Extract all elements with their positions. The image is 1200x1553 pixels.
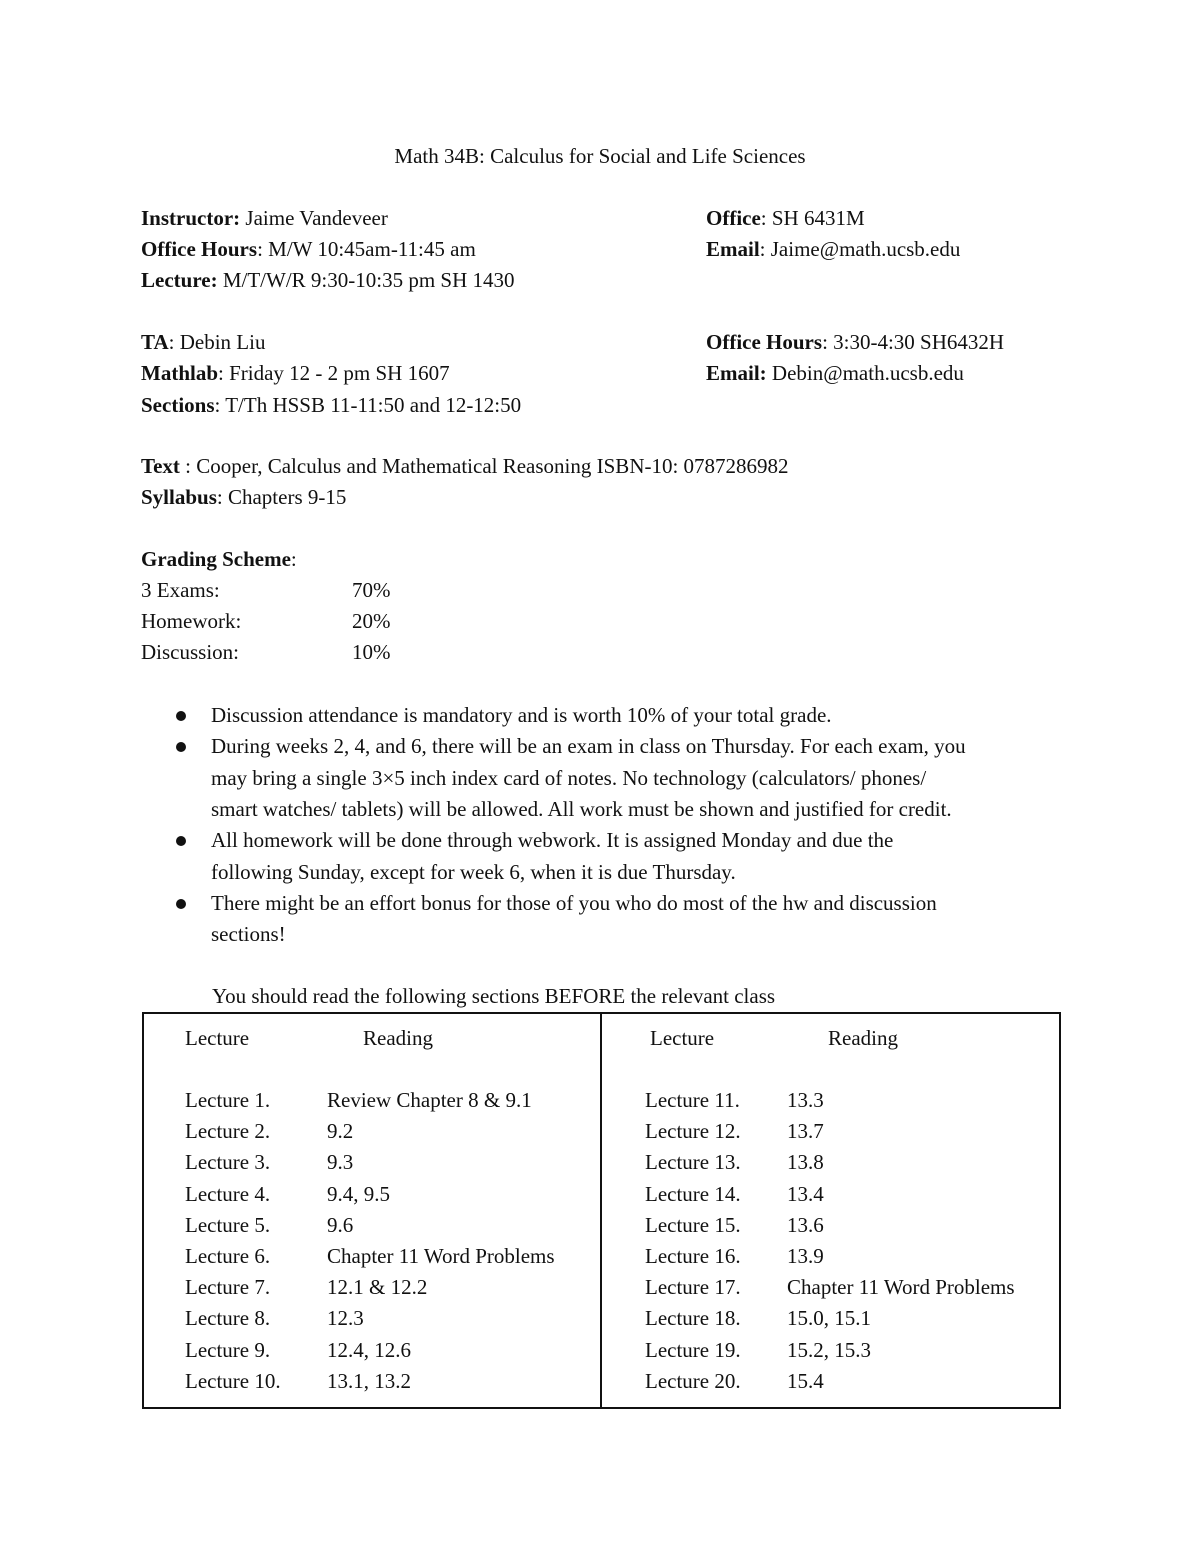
bullet-icon (176, 836, 186, 846)
value: : Friday 12 - 2 pm SH 1607 (218, 361, 450, 385)
row-lecture: Lecture 6. (185, 1244, 271, 1268)
grading-item-name: Homework: (141, 609, 242, 633)
ta-line (141, 327, 265, 358)
sections-line (141, 390, 521, 421)
row-lecture: Lecture 1. (185, 1088, 271, 1112)
ta-email-line (706, 358, 964, 389)
lecture-line (141, 265, 515, 296)
label: Grading Scheme (141, 547, 291, 571)
instructor-office-line (706, 203, 865, 234)
ta-hours-line (706, 327, 1004, 358)
bullet-icon (176, 899, 186, 909)
label: TA (141, 330, 169, 354)
label: Syllabus (141, 485, 217, 509)
row-lecture: Lecture 18. (645, 1306, 741, 1331)
grading-item-name: Discussion: (141, 640, 240, 664)
instructor-hours-line (141, 234, 476, 265)
row-reading: Review Chapter 8 & 9.1 (327, 1088, 532, 1112)
grading-heading (141, 544, 297, 575)
bullet-text: following Sunday, except for week 6, when it is due Thursday. (211, 859, 736, 884)
row-reading: 9.6 (327, 1212, 354, 1237)
row-reading: Chapter 11 Word Problems (327, 1244, 555, 1268)
row-reading: 13.1, 13.2 (327, 1368, 411, 1393)
row-reading: 9.3 (327, 1150, 354, 1175)
bullet-text: may bring a single 3×5 inch index card of notes. No technology (calculators/ phones/ (211, 765, 927, 790)
value: Debin@math.ucsb.edu (766, 361, 964, 385)
row-reading: 13.6 (787, 1212, 824, 1237)
label: Email: (706, 361, 767, 385)
row-reading: 15.0, 15.1 (787, 1306, 871, 1331)
label: Lecture: (141, 268, 218, 292)
value: : T/Th HSSB 11-11:50 and 12-12:50 (214, 393, 522, 417)
row-lecture: Lecture 4. (185, 1181, 271, 1206)
row-reading: 13.4 (787, 1181, 824, 1206)
value: : M/W 10:45am-11:45 am (257, 237, 476, 261)
value: : 3:30-4:30 SH6432H (822, 330, 1005, 354)
bullet-icon (176, 711, 186, 721)
syllabus-line (141, 482, 346, 513)
row-lecture: Lecture 16. (645, 1244, 741, 1268)
bullet-text: During weeks 2, 4, and 6, there will be an exam in class on Thursday. For each exam, you (211, 734, 966, 759)
row-reading: 15.4 (787, 1368, 824, 1393)
label: Sections (141, 393, 215, 417)
header-reading: Reading (828, 1026, 898, 1050)
bullet-text: Discussion attendance is mandatory and is worth 10% of your total grade. (211, 703, 832, 727)
instructor-email-line (706, 234, 960, 265)
row-reading: 13.3 (787, 1088, 824, 1112)
bullet-icon (176, 742, 186, 752)
bullet-text: smart watches/ tablets) will be allowed. All work must be shown and justified for credit. (211, 796, 952, 821)
row-lecture: Lecture 3. (185, 1150, 271, 1175)
reading-intro: You should read the following sections BEFORE the relevant class (212, 984, 776, 1008)
label: Office (706, 206, 761, 230)
row-lecture: Lecture 13. (645, 1150, 741, 1175)
value: : Jaime@math.ucsb.edu (759, 237, 961, 261)
row-lecture: Lecture 9. (185, 1337, 271, 1362)
value: : SH 6431M (760, 206, 865, 230)
row-reading: 9.4, 9.5 (327, 1181, 390, 1206)
table-divider (600, 1012, 602, 1409)
row-lecture: Lecture 7. (185, 1275, 271, 1300)
instructor-line (141, 203, 388, 234)
label: Instructor: (141, 206, 241, 230)
label: Email (706, 237, 760, 261)
row-reading: 13.8 (787, 1150, 824, 1175)
bullet-text: There might be an effort bonus for those of you who do most of the hw and discussion (211, 890, 937, 915)
document-title: Math 34B: Calculus for Social and Life Sciences (394, 144, 806, 168)
value: : Debin Liu (168, 330, 266, 354)
row-lecture: Lecture 20. (645, 1368, 741, 1393)
row-reading: 13.9 (787, 1244, 824, 1268)
row-reading: 12.1 & 12.2 (327, 1275, 428, 1300)
label: Office Hours (141, 237, 258, 261)
colon: : (290, 547, 297, 571)
label: Text (141, 454, 180, 478)
row-lecture: Lecture 8. (185, 1306, 271, 1331)
row-lecture: Lecture 5. (185, 1212, 271, 1237)
row-reading: 13.7 (787, 1119, 824, 1144)
row-lecture: Lecture 15. (645, 1212, 741, 1237)
row-lecture: Lecture 14. (645, 1181, 741, 1206)
mathlab-line (141, 358, 450, 389)
value: M/T/W/R 9:30-10:35 pm SH 1430 (217, 268, 515, 292)
text-line (141, 451, 789, 482)
grading-item-pct: 10% (352, 640, 391, 664)
header-reading: Reading (363, 1026, 433, 1050)
row-lecture: Lecture 2. (185, 1119, 271, 1144)
row-reading: 12.3 (327, 1306, 364, 1331)
row-lecture: Lecture 11. (645, 1088, 740, 1112)
bullet-text: sections! (211, 922, 286, 947)
row-reading: 9.2 (327, 1119, 354, 1144)
row-reading: 12.4, 12.6 (327, 1337, 411, 1362)
value: Jaime Vandeveer (240, 206, 388, 230)
row-lecture: Lecture 19. (645, 1337, 741, 1362)
row-lecture: Lecture 17. (645, 1275, 741, 1300)
label: Office Hours (706, 330, 823, 354)
grading-item-pct: 20% (352, 609, 391, 633)
header-lecture: Lecture (185, 1026, 250, 1050)
bullet-text: All homework will be done through webwork. It is assigned Monday and due the (211, 828, 894, 853)
label: Mathlab (141, 361, 219, 385)
header-lecture: Lecture (650, 1026, 715, 1050)
row-reading: Chapter 11 Word Problems (787, 1275, 1015, 1300)
value: : Chapters 9-15 (216, 485, 347, 509)
row-reading: 15.2, 15.3 (787, 1337, 871, 1362)
row-lecture: Lecture 10. (185, 1368, 281, 1393)
row-lecture: Lecture 12. (645, 1119, 741, 1144)
grading-item-name: 3 Exams: (141, 578, 220, 602)
value: : Cooper, Calculus and Mathematical Reasoning ISBN-10: 0787286982 (179, 454, 789, 478)
grading-item-pct: 70% (352, 578, 391, 602)
